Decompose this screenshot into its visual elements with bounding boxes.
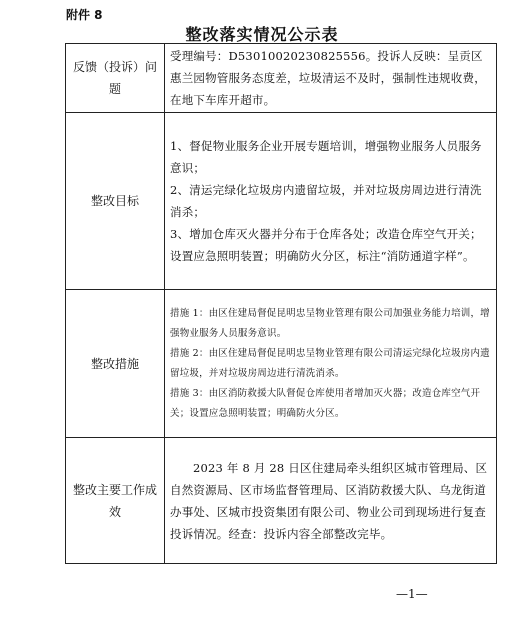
results-text-cell — [165, 438, 497, 564]
measure-item: 措施 3：由区消防救援大队督促仓库使用者增加灭火器；改造仓库空气开关；设置应急照明装置；明确防火分区。 — [170, 387, 481, 419]
feedback-row — [66, 44, 497, 113]
feedback-label: 反馈（投诉）问题 — [66, 44, 165, 113]
measure-item: 措施 2：由区住建局督促昆明忠呈物业管理有限公司清运完绿化垃圾房内遗留垃圾，并对垃圾房周边进行清洗消杀。 — [170, 347, 490, 379]
goal-item: 3、增加仓库灭火器并分布于仓库各处；改造仓库空气开关；设置应急照明装置；明确防火分区，标注“消防通道字样”。 — [170, 227, 482, 263]
results-row — [66, 438, 497, 564]
goals-row — [66, 113, 497, 290]
page-title: 整改落实情况公示表 — [185, 25, 339, 44]
goals-content — [165, 113, 497, 290]
feedback-text: 受理编号：D53010020230825556。投诉人反映：呈贡区惠兰园物管服务态度差，垃圾清运不及时，强制性违规收费，在地下车库开超市。 — [165, 44, 497, 113]
results-text: 2023 年 8 月 28 日区住建局牵头组织区城市管理局、区自然资源局、区市场监督管理局、区消防救援大队、乌龙街道办事处、区城市投资集团有限公司、物业公司到现场进行复查投诉情况。经查：投诉内容全部整改完毕。 — [170, 460, 488, 541]
results-label: 整改主要工作成效 — [66, 438, 165, 564]
goal-item: 1、督促物业服务企业开展专题培训，增强物业服务人员服务意识； — [170, 139, 482, 175]
goal-item: 2、清运完绿化垃圾房内遗留垃圾，并对垃圾房周边进行清洗消杀； — [170, 183, 482, 219]
attachment-label: 附件 8 — [66, 8, 103, 22]
goals-label: 整改目标 — [66, 113, 165, 290]
page-number: —1— — [396, 587, 428, 601]
measures-label: 整改措施 — [66, 290, 165, 438]
measure-item: 措施 1：由区住建局督促昆明忠呈物业管理有限公司加强业务能力培训，增强物业服务人员服务意识。 — [170, 307, 490, 339]
measures-row — [66, 290, 497, 438]
rectification-table — [65, 43, 497, 564]
measures-content — [165, 290, 497, 438]
